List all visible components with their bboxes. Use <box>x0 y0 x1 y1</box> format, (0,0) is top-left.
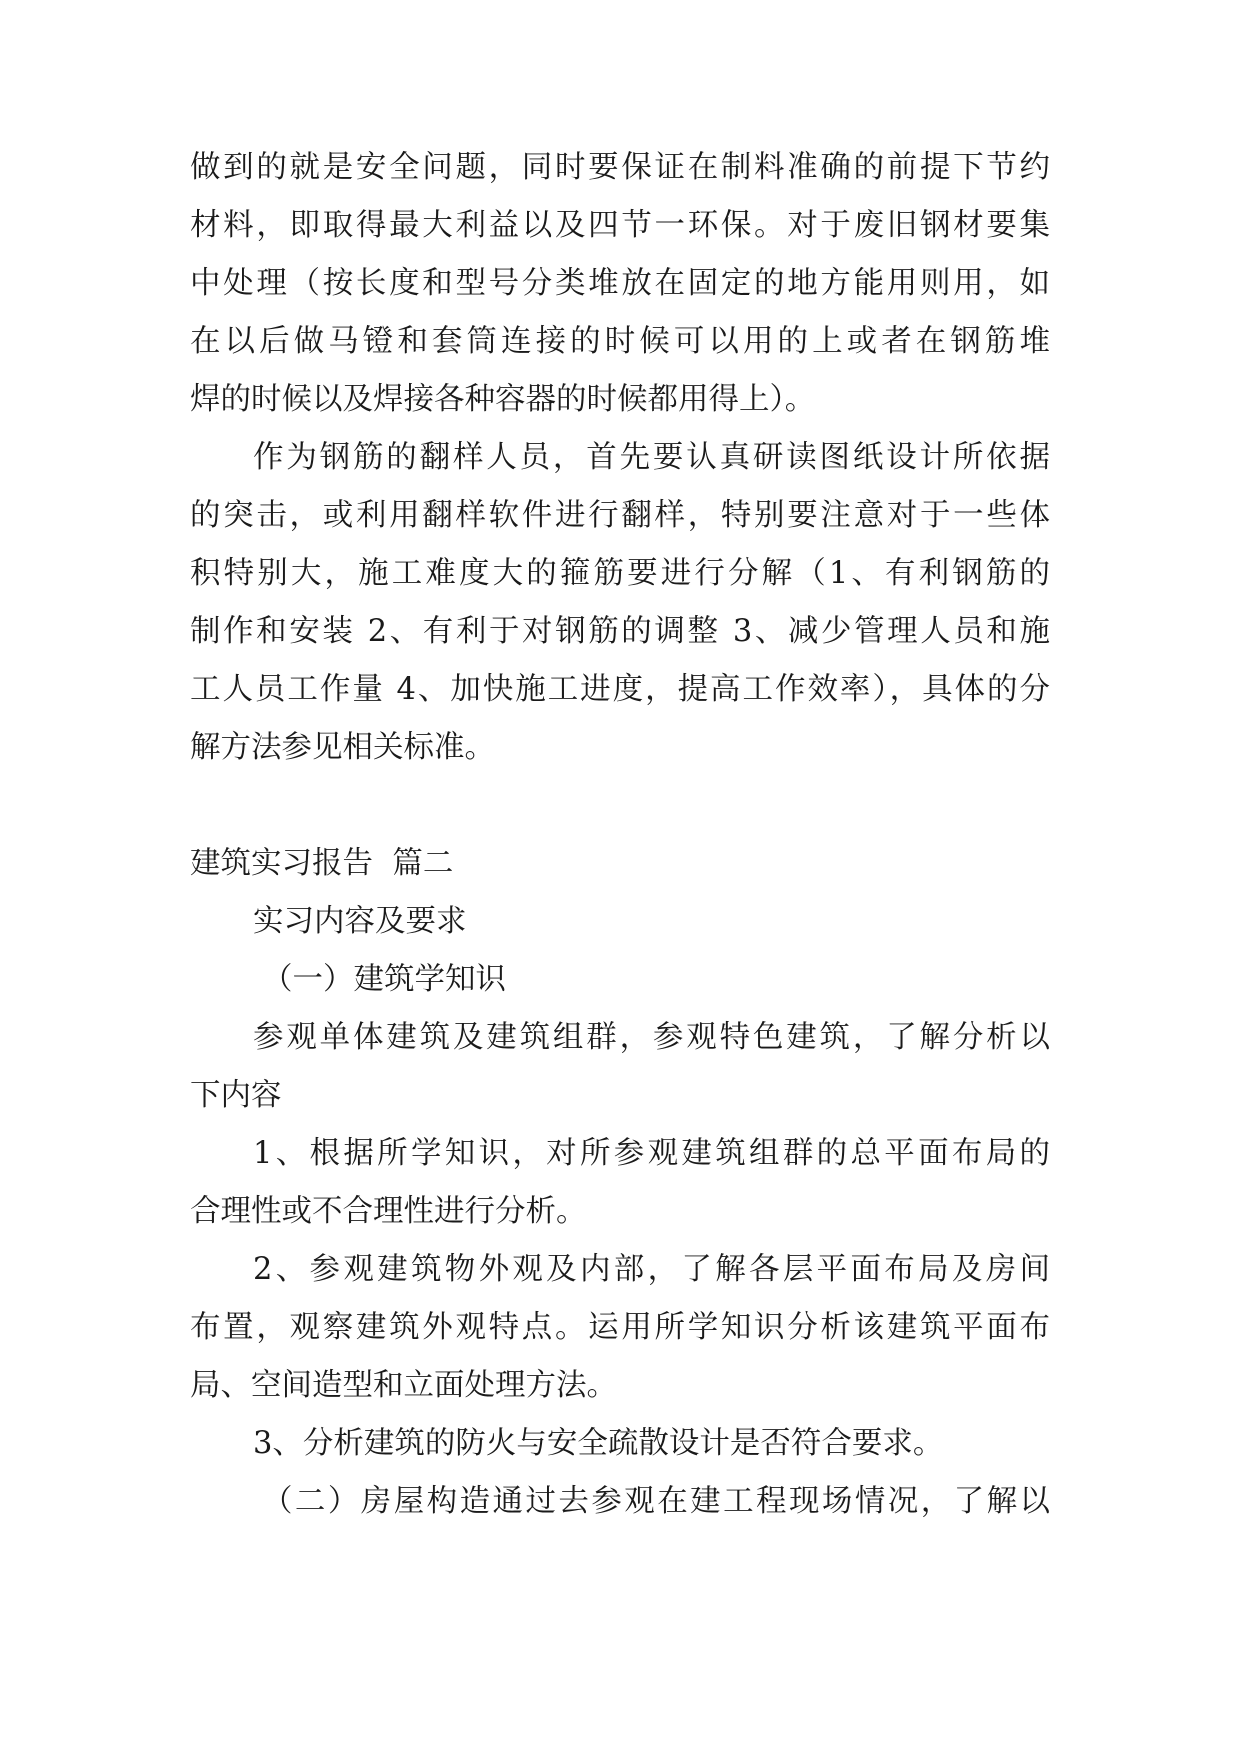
item-1-line-1: 1、根据所学知识，对所参观建筑组群的总平面布局的 <box>253 1136 1050 1171</box>
paragraph-1-line-5: 焊的时候以及焊接各种容器的时候都用得上）。 <box>190 382 816 417</box>
item-1-line-2: 合理性或不合理性进行分析。 <box>190 1194 587 1229</box>
item-3-line-1: 3、分析建筑的防火与安全疏散设计是否符合要求。 <box>253 1426 944 1461</box>
paragraph-1-line-1: 做到的就是安全问题，同时要保证在制料准确的前提下节约 <box>190 150 1050 185</box>
paragraph-2-line-2: 的突击，或利用翻样软件进行翻样，特别要注意对于一些体 <box>190 498 1050 533</box>
paragraph-2-line-5: 工人员工作量 4、加快施工进度，提高工作效率），具体的分 <box>190 672 1050 707</box>
paragraph-1-line-3: 中处理（按长度和型号分类堆放在固定的地方能用则用，如 <box>190 266 1050 301</box>
paragraph-3-line-1: 参观单体建筑及建筑组群，参观特色建筑，了解分析以 <box>253 1020 1050 1055</box>
paragraph-3-line-2: 下内容 <box>190 1078 282 1113</box>
paragraph-2-line-4: 制作和安装 2、有利于对钢筋的调整 3、减少管理人员和施 <box>190 614 1050 649</box>
paragraph-1-line-4: 在以后做马镫和套筒连接的时候可以用的上或者在钢筋堆 <box>190 324 1050 359</box>
paragraph-2-line-1: 作为钢筋的翻样人员，首先要认真研读图纸设计所依据 <box>253 440 1050 475</box>
paragraph-2-line-6: 解方法参见相关标准。 <box>190 730 495 765</box>
subsection-1-heading: （一）建筑学知识 <box>262 962 506 997</box>
section-subtitle: 实习内容及要求 <box>253 904 467 939</box>
item-2-line-1: 2、参观建筑物外观及内部，了解各层平面布局及房间 <box>253 1252 1050 1287</box>
section-title: 建筑实习报告 篇二 <box>190 846 454 881</box>
item-2-line-3: 局、空间造型和立面处理方法。 <box>190 1368 617 1403</box>
subsection-2-line-1: （二）房屋构造通过去参观在建工程现场情况，了解以 <box>262 1484 1050 1519</box>
paragraph-1-line-2: 材料，即取得最大利益以及四节一环保。对于废旧钢材要集 <box>190 208 1050 243</box>
paragraph-2-line-3: 积特别大，施工难度大的箍筋要进行分解（1、有利钢筋的 <box>190 556 1050 591</box>
item-2-line-2: 布置，观察建筑外观特点。运用所学知识分析该建筑平面布 <box>190 1310 1050 1345</box>
